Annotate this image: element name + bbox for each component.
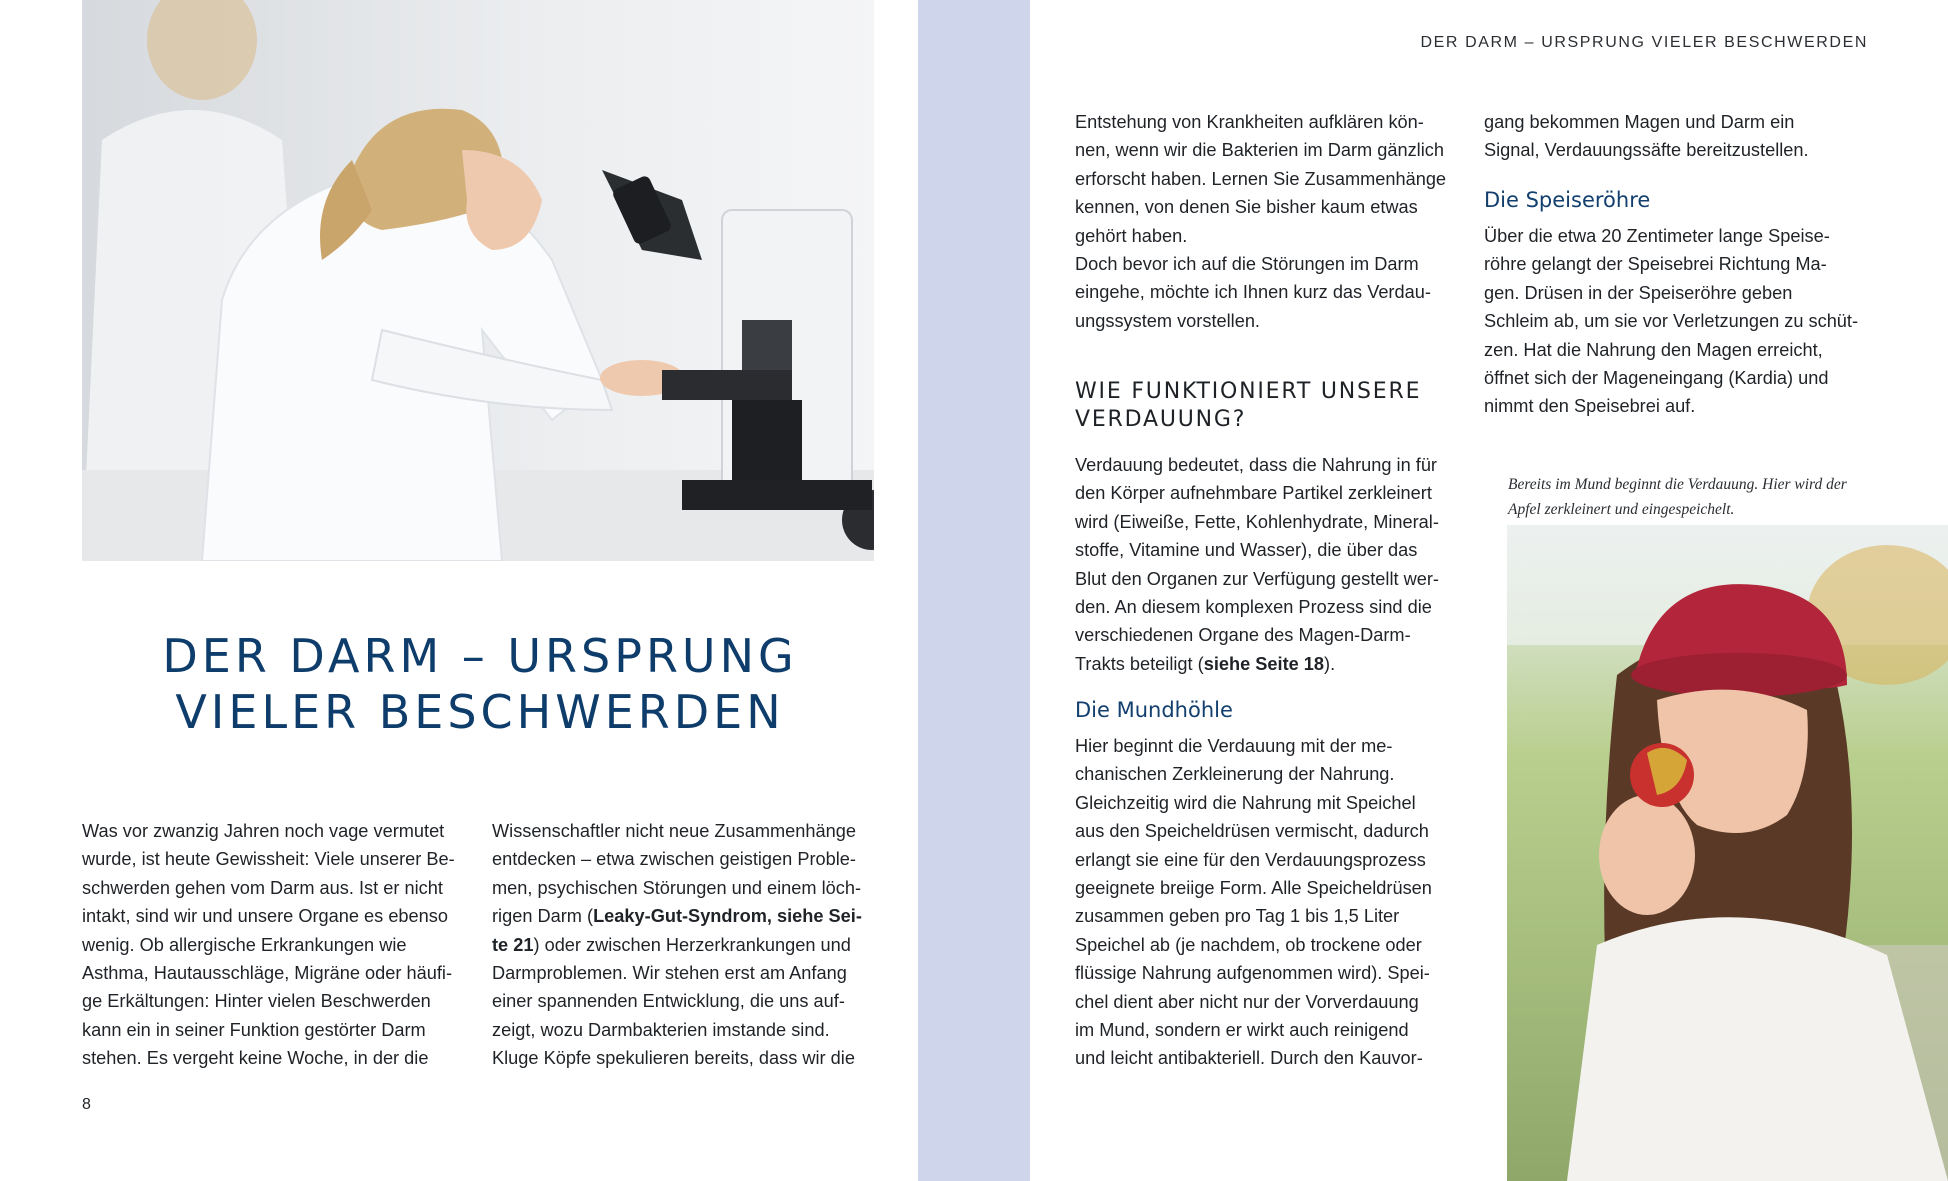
body-text-intro: Entstehung von Krankheiten aufklären kön- nen, wenn wir die Bakterien im Darm gänzlich erforscht haben. Lernen Sie Zusammenhänge kennen, von denen Sie bisher kaum etwas gehört haben. Doch bevor ich auf die Störungen im Darm eingehe, möchte ich Ihnen kurz das Verdau- ungssystem vorstellen. [1075,112,1447,331]
subheading-speiseroehre: Die Speiseröhre [1484,188,1651,212]
page-reference-leaky-gut: Leaky-Gut-Syndrom, siehe Sei- te 21 [492,906,862,955]
body-text-fragment: ). [1324,653,1336,674]
chapter-title: DER DARM – URSPRUNG VIELER BESCHWERDEN [162,629,798,739]
body-text-mundhoehle: Hier beginnt die Verdauung mit der me- chanischen Zerkleinerung der Nahrung. Gleichzeitig wird die Nahrung mit Speichel aus den Speicheldrüsen vermischt, dadurch erlangt sie eine für den Verdauungsprozess geeignete breiige Form. Alle Speicheldrüsen zusammen geben pro Tag 1 bis 1,5 Liter Speichel ab (je nachdem, ob trockene oder flüssige Nahrung aufgenommen wird). Spei- chel dient aber nicht nur der Vorverdauung im Mund, sondern er wirkt auch reinigend und leicht antibakteriell. Durch den Kauvor- [1075,736,1432,1069]
page-number: 8 [82,1096,91,1113]
body-text-column-left-2 [492,817,882,1073]
body-text-fragment: Verdauung bedeutet, dass die Nahrung in für den Körper aufnehmbare Partikel zerkleinert wird (Eiweiße, Fette, Kohlenhydrate, Mineral- stoffe, Vitamine und Wasser), die über das Blut den Organen zur Verfügung gestellt wer- den. An diesem komplexen Prozess sind die verschiedenen Organe des Magen-Darm- Trakts beteiligt ( [1075,455,1439,674]
decorative-color-band [918,0,1030,1181]
page-reference-seite-18: siehe Seite 18 [1203,653,1325,674]
running-header: DER DARM – URSPRUNG VIELER BESCHWERDEN [1420,34,1868,51]
photo-caption: Bereits im Mund beginnt die Verdauung. Hier wird der Apfel zerkleinert und eingespeichelt. [1508,476,1847,518]
laboratory-microscope-photo [82,0,874,561]
body-text-speiseroehre: Über die etwa 20 Zentimeter lange Speise- röhre gelangt der Speisebrei Richtung Ma- gen. Drüsen in der Speiseröhre geben Schleim ab, um sie vor Verletzungen zu schüt- zen. Hat die Nahrung den Magen erreicht, öffnet sich der Mageneingang (Kardia) und nimmt den Speisebrei auf. [1484,226,1859,417]
woman-eating-apple-photo [1507,525,1948,1181]
subheading-mundhoehle: Die Mundhöhle [1075,698,1233,722]
body-text-column-right-2-intro: gang bekommen Magen und Darm ein Signal, Verdauungssäfte bereitzustellen. [1484,112,1809,161]
section-heading: WIE FUNKTIONIERT UNSERE VERDAUUNG? [1075,379,1422,432]
body-text-fragment: Wissenschaftler nicht neue Zusammenhänge entdecken – etwa zwischen geistigen Proble- men, psychischen Störungen und einem löch- rigen Darm ( [492,821,862,927]
body-text-verdauung [1075,451,1475,678]
body-text-fragment: ) oder zwischen Herzerkrankungen und Darmproblemen. Wir stehen erst am Anfang einer spannenden Entwicklung, die uns auf- zeigt, wozu Darmbakterien imstande sind. Kluge Köpfe spekulieren bereits, dass wir die [492,934,855,1069]
body-text-column-left-1: Was vor zwanzig Jahren noch vage vermutet wurde, ist heute Gewissheit: Viele unserer Be- schwerden gehen vom Darm aus. Ist er nicht intakt, sind wir und unsere Organe es ebenso wenig. Ob allergische Erkrankungen wie Asthma, Hautausschläge, Migräne oder häufi- ge Erkältungen: Hinter vielen Beschwerden kann ein in seiner Funktion gestörter Darm stehen. Es vergeht keine Woche, in der die [82,821,455,1069]
